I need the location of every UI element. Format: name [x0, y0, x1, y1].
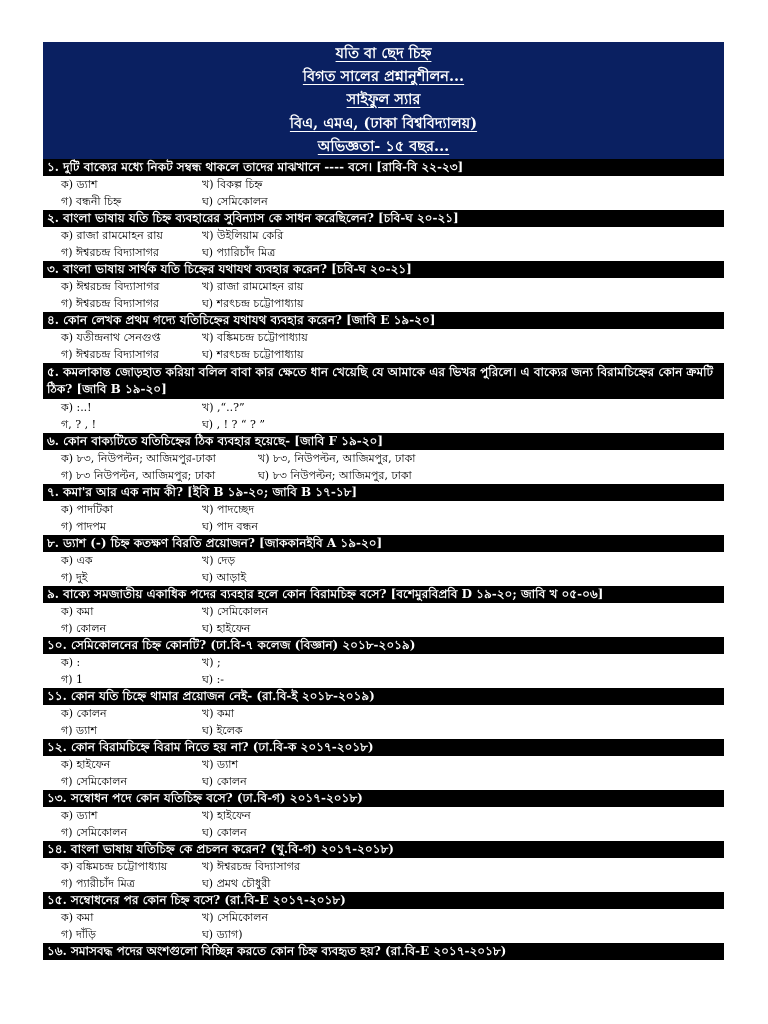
option-1: ক) বঙ্কিমচন্দ্র চট্টোপাধ্যায় [61, 860, 168, 873]
option-3: গ) ঈশ্বরচন্দ্র বিদ্যাসাগর [61, 297, 159, 310]
option-row [43, 176, 724, 193]
question-sheet [43, 42, 724, 960]
option-1: ক) পাদটিকা [61, 503, 113, 516]
option-1: ক) ঈশ্বরচন্দ্র বিদ্যাসাগর [61, 280, 160, 293]
option-4: ঘ) , ! ? “ ? ” [202, 418, 266, 431]
option-row [43, 671, 724, 688]
option-row [43, 773, 724, 790]
option-2: খ) হাইফেন [202, 809, 251, 822]
option-1: ক) কমা [61, 911, 94, 924]
option-4: ঘ) :- [202, 673, 225, 686]
options-4 [43, 329, 724, 363]
option-3: গ) পাদপম [61, 520, 107, 533]
option-row [43, 501, 724, 518]
question-14: ১৪. বাংলা ভাষায় যতিচিহ্ন কে প্রচলন করেন? (খু.বি-গ) ২০১৭-২০১৮) [43, 841, 724, 858]
option-2: খ) ; [202, 656, 221, 669]
option-3: গ, ? , ! [61, 418, 97, 431]
option-3: গ) বন্ধনী চিহ্ন [61, 195, 122, 208]
option-row [43, 329, 724, 346]
option-row [43, 756, 724, 773]
question-3: ৩. বাংলা ভাষায় সার্থক যতি চিহ্নের যথাযথ ব্যবহার করেন? [চবি-ঘ ২০-২১] [43, 261, 724, 278]
option-2: খ) ড্যাশ [202, 758, 238, 771]
option-4: ঘ) পাদ বন্ধন [202, 520, 258, 533]
option-2: খ) ,“..?” [202, 401, 245, 414]
question-6: ৬. কোন বাক্যটিতে যতিচিহ্নের ঠিক ব্যবহার হয়েছে- [জাবি F ১৯-২০] [43, 433, 724, 450]
option-row [43, 278, 724, 295]
question-1: ১. দুটি বাক্যের মধ্যে নিকট সম্বন্ধ থাকলে তাদের মাঝখানে ---- বসে। [রাবি-বি ২২-২৩] [43, 159, 724, 176]
option-4: ঘ) শরৎচন্দ্র চট্টোপাধ্যায় [202, 348, 304, 361]
option-2: খ) ঈশ্বরচন্দ্র বিদ্যাসাগর [202, 860, 300, 873]
option-4: ঘ) সেমিকোলন [202, 195, 268, 208]
option-row [43, 705, 724, 722]
options-3 [43, 278, 724, 312]
option-row [43, 654, 724, 671]
option-row [43, 244, 724, 261]
options-14 [43, 858, 724, 892]
option-2: খ) সেমিকোলন [202, 911, 269, 924]
teacher-name: সাইফুল স্যার [346, 91, 421, 109]
teacher-degree: বিএ, এমএ, (ঢাকা বিশ্ববিদ্যালয়) [289, 114, 478, 132]
option-row [43, 295, 724, 312]
option-1: ক) রাজা রামমোহন রায় [61, 229, 163, 242]
question-4: ৪. কোন লেখক প্রথম গদ্যে যতিচিহ্নের যথাযথ ব্যবহার করেন? [জাবি E ১৯-২০] [43, 312, 724, 329]
option-2: খ) সেমিকোলন [202, 605, 269, 618]
option-3: গ) প্যারীচাঁদ মিত্র [61, 877, 135, 890]
option-1: ক) : [61, 656, 81, 669]
option-row [43, 858, 724, 875]
option-row [43, 603, 724, 620]
option-1: ক) কমা [61, 605, 94, 618]
option-4: ঘ) কোলন [202, 826, 247, 839]
option-4: ঘ) ড্যাগ) [202, 928, 243, 941]
options-2 [43, 227, 724, 261]
option-row [43, 227, 724, 244]
option-4: ঘ) আড়াই [202, 571, 247, 584]
option-4: ঘ) প্রমথ চৌধুরী [202, 877, 271, 890]
option-row [43, 399, 724, 416]
question-5: ৫. কমলাকান্ত জোড়হাত করিয়া বলিল বাবা কার ক্ষেতে ধান খেয়েছি যে আমাকে এর ভিখর পুরিলে। এ বাক্যের জন্য বিরামচিহ্নের কোন ক্রমটি ঠিক? [জাবি B ১৯-২০] [43, 363, 724, 399]
option-1: ক) :..! [61, 401, 92, 414]
option-row [43, 552, 724, 569]
option-2: খ) দেড় [202, 554, 236, 567]
option-2: খ) ৮৩, নিউপল্টন, আজিমপুর, ঢাকা [258, 452, 416, 465]
option-1: ক) যতীন্দ্রনাথ সেনগুপ্ত [61, 331, 161, 344]
option-3: গ) ৮৩ নিউপল্টন, আজিমপুর; ঢাকা [61, 469, 216, 482]
options-13 [43, 807, 724, 841]
question-16: ১৬. সমাসবদ্ধ পদের অংশগুলো বিচ্ছিন্ন করতে কোন চিহ্ন ব্যবহৃত হয়? (রা.বি-E ২০১৭-২০১৮) [43, 943, 724, 960]
subtitle: বিগত সালের প্রশ্নানুশীলন... [302, 68, 465, 86]
option-3: গ) সেমিকোলন [61, 775, 128, 788]
option-row [43, 824, 724, 841]
option-1: ক) এক [61, 554, 93, 567]
option-2: খ) উইলিয়াম কেরি [202, 229, 284, 242]
option-row [43, 450, 724, 467]
option-1: ক) কোলন [61, 707, 107, 720]
option-3: গ) সেমিকোলন [61, 826, 128, 839]
options-8 [43, 552, 724, 586]
option-4: ঘ) শরৎচন্দ্র চট্টোপাধ্যায় [202, 297, 304, 310]
option-2: খ) বঙ্কিমচন্দ্র চট্টোপাধ্যায় [202, 331, 308, 344]
option-row [43, 569, 724, 586]
options-12 [43, 756, 724, 790]
options-6 [43, 450, 724, 484]
option-row [43, 909, 724, 926]
option-1: ক) ৮৩, নিউপল্টন; আজিমপুর-ঢাকা [61, 452, 216, 465]
question-7: ৭. কমা'র আর এক নাম কী? [ইবি B ১৯-২০; জাবি B ১৭-১৮] [43, 484, 724, 501]
question-12: ১২. কোন বিরামচিহ্নে বিরাম নিতে হয় না? (ঢা.বি-ক ২০১৭-২০১৮) [43, 739, 724, 756]
options-15 [43, 909, 724, 943]
option-2: খ) কমা [202, 707, 235, 720]
option-2: খ) পাদচ্ছেদ [202, 503, 255, 516]
options-11 [43, 705, 724, 739]
option-3: গ) ঈশ্বরচন্দ্র বিদ্যাসাগর [61, 246, 159, 259]
option-4: ঘ) হাইফেন [202, 622, 251, 635]
options-1 [43, 176, 724, 210]
option-row [43, 926, 724, 943]
option-3: গ) ঈশ্বরচন্দ্র বিদ্যাসাগর [61, 348, 159, 361]
teacher-experience: অভিজ্ঞতা- ১৫ বছর... [317, 138, 450, 156]
question-list [43, 159, 724, 960]
question-11: ১১. কোন যতি চিহ্নে থামার প্রয়োজন নেই- (রা.বি-ই ২০১৮-২০১৯) [43, 688, 724, 705]
question-13: ১৩. সম্বোধন পদে কোন যতিচিহ্ন বসে? (ঢা.বি-গ) ২০১৭-২০১৮) [43, 790, 724, 807]
option-3: গ) দাঁড়ি [61, 928, 96, 941]
option-3: গ) 1 [61, 673, 83, 686]
option-2: খ) বিকল্প চিহ্ন [202, 178, 263, 191]
option-row [43, 193, 724, 210]
options-10 [43, 654, 724, 688]
option-2: খ) রাজা রামমোহন রায় [202, 280, 304, 293]
option-1: ক) ড্যাশ [61, 178, 98, 191]
options-5 [43, 399, 724, 433]
options-7 [43, 501, 724, 535]
options-9 [43, 603, 724, 637]
title-banner [43, 42, 724, 159]
option-4: ঘ) কোলন [202, 775, 247, 788]
topic-title: যতি বা ছেদ চিহ্ন [335, 44, 432, 62]
question-10: ১০. সেমিকোলনের চিহ্ন কোনটি? (ঢা.বি-৭ কলেজ (বিজ্ঞান) ২০১৮-২০১৯) [43, 637, 724, 654]
option-3: গ) কোলন [61, 622, 107, 635]
option-row [43, 807, 724, 824]
option-row [43, 875, 724, 892]
question-8: ৮. ড্যাশ (-) চিহ্ন কতক্ষণ বিরতি প্রয়োজন? [জাককানইবি A ১৯-২০] [43, 535, 724, 552]
option-4: ঘ) ৮৩ নিউপল্টন; আজিমপুর, ঢাকা [258, 469, 412, 482]
question-9: ৯. বাক্যে সমজাতীয় একাধিক পদের ব্যবহার হলে কোন বিরামচিহ্ন বসে? [বশেমুরবিপ্রবি D ১৯-২০; জাবি খ ০৫-০৬] [43, 586, 724, 603]
option-row [43, 518, 724, 535]
option-row [43, 346, 724, 363]
question-15: ১৫. সম্বোধনের পর কোন চিহ্ন বসে? (রা.বি-E ২০১৭-২০১৮) [43, 892, 724, 909]
option-row [43, 722, 724, 739]
option-3: গ) দুই [61, 571, 88, 584]
option-3: গ) ড্যাশ [61, 724, 97, 737]
option-row [43, 416, 724, 433]
option-row [43, 620, 724, 637]
option-4: ঘ) প্যারিচাঁদ মিত্র [202, 246, 276, 259]
option-4: ঘ) ইলেক [202, 724, 243, 737]
option-1: ক) হাইফেন [61, 758, 111, 771]
option-row [43, 467, 724, 484]
question-2: ২. বাংলা ভাষায় যতি চিহ্ন ব্যবহারের সুবিন্যাস কে সাধন করেছিলেন? [চবি-ঘ ২০-২১] [43, 210, 724, 227]
option-1: ক) ড্যাশ [61, 809, 98, 822]
